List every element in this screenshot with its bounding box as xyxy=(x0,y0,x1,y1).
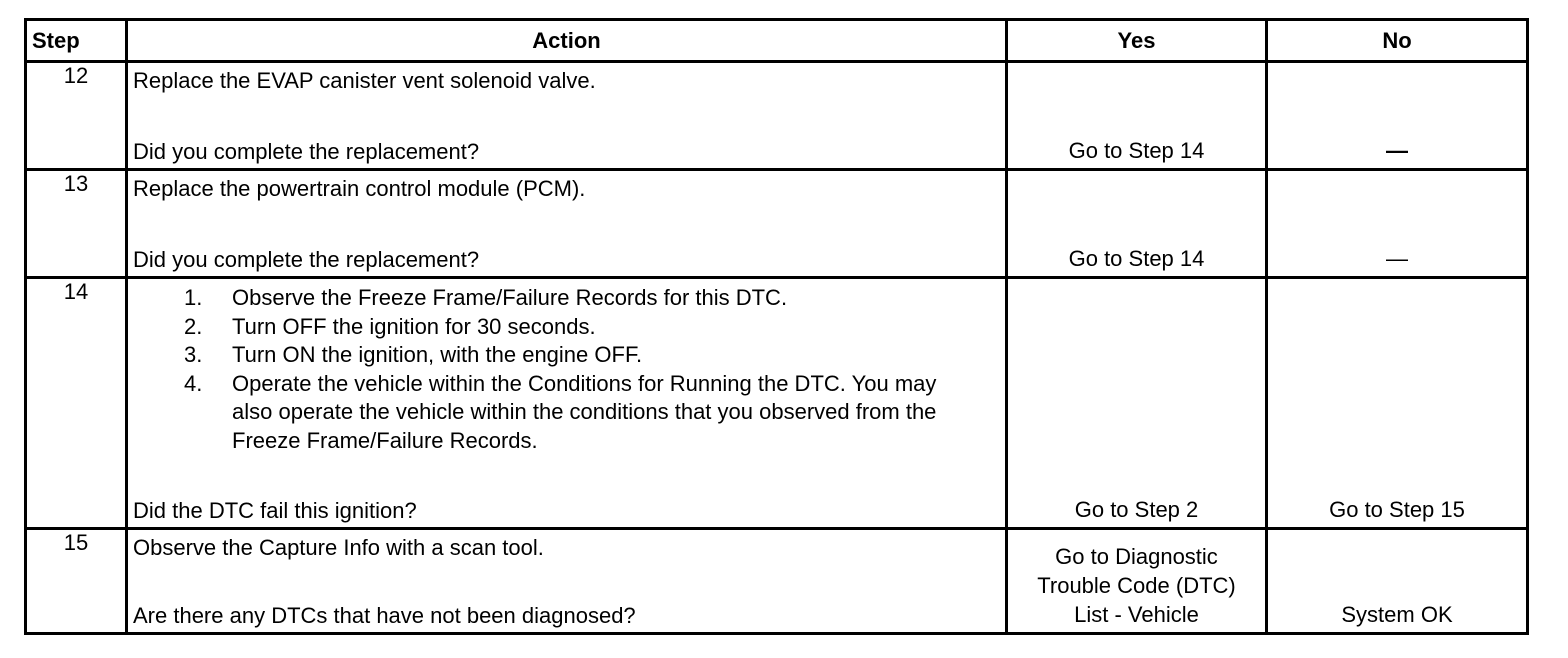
header-yes: Yes xyxy=(1007,20,1267,62)
numbered-list xyxy=(133,284,1000,455)
action-instruction: Observe the Capture Info with a scan tool. xyxy=(133,535,544,560)
action-question: Did the DTC fail this ignition? xyxy=(133,498,417,523)
no-cell xyxy=(1267,170,1528,278)
action-question: Did you complete the replacement? xyxy=(133,139,480,164)
yes-cell xyxy=(1007,170,1267,278)
no-cell xyxy=(1267,278,1528,529)
list-item-text: Operate the vehicle within the Conditions for Running the DTC. You may also operate the vehicle within the conditions that you observed from the Freeze Frame/Failure Records. xyxy=(232,370,937,453)
yes-cell xyxy=(1007,529,1267,634)
action-cell xyxy=(127,278,1007,529)
action-instruction: Replace the powertrain control module (PCM). xyxy=(133,176,586,201)
header-row xyxy=(26,20,1528,62)
yes-result xyxy=(1008,542,1265,629)
step-number: 15 xyxy=(26,529,127,634)
step-number: 14 xyxy=(26,278,127,529)
yes-cell xyxy=(1007,62,1267,170)
yes-result: Go to Step 14 xyxy=(1068,138,1205,163)
step-number: 13 xyxy=(26,170,127,278)
yes-result-line: List - Vehicle xyxy=(1074,602,1199,627)
list-item-text: Turn ON the ignition, with the engine OFF. xyxy=(232,342,643,367)
action-question: Are there any DTCs that have not been diagnosed? xyxy=(133,603,636,628)
action-steps xyxy=(133,284,1000,455)
no-result: Go to Step 15 xyxy=(1329,497,1465,522)
action-instruction: Replace the EVAP canister vent solenoid valve. xyxy=(133,68,596,93)
yes-result: Go to Step 2 xyxy=(1074,497,1199,522)
table-row xyxy=(26,278,1528,529)
no-cell xyxy=(1267,62,1528,170)
header-no: No xyxy=(1267,20,1528,62)
table-row xyxy=(26,529,1528,634)
no-result: — xyxy=(1386,246,1408,271)
list-item xyxy=(133,341,1000,370)
header-action: Action xyxy=(127,20,1007,62)
list-item xyxy=(133,284,1000,313)
list-item xyxy=(133,313,1000,342)
header-step: Step xyxy=(26,20,127,62)
table-row xyxy=(26,62,1528,170)
step-number: 12 xyxy=(26,62,127,170)
list-item-text: Turn OFF the ignition for 30 seconds. xyxy=(232,313,596,339)
list-item-number: 3. xyxy=(184,342,203,367)
diagnostic-table xyxy=(24,18,1529,635)
list-item-text: Observe the Freeze Frame/Failure Records for this DTC. xyxy=(232,285,788,310)
action-cell xyxy=(127,529,1007,634)
no-result: System OK xyxy=(1341,602,1453,627)
yes-cell xyxy=(1007,278,1267,529)
action-cell xyxy=(127,62,1007,170)
action-cell xyxy=(127,170,1007,278)
action-question: Did you complete the replacement? xyxy=(133,247,480,272)
list-item xyxy=(133,370,1000,456)
yes-result-line: Trouble Code (DTC) xyxy=(1037,573,1236,598)
no-result: — xyxy=(1386,138,1408,163)
list-item-number: 2. xyxy=(184,313,203,339)
no-cell xyxy=(1267,529,1528,634)
list-item-number: 4. xyxy=(184,370,203,396)
list-item-number: 1. xyxy=(184,285,203,310)
yes-result: Go to Step 14 xyxy=(1068,246,1205,271)
yes-result-line: Go to Diagnostic xyxy=(1055,544,1218,569)
table-row xyxy=(26,170,1528,278)
